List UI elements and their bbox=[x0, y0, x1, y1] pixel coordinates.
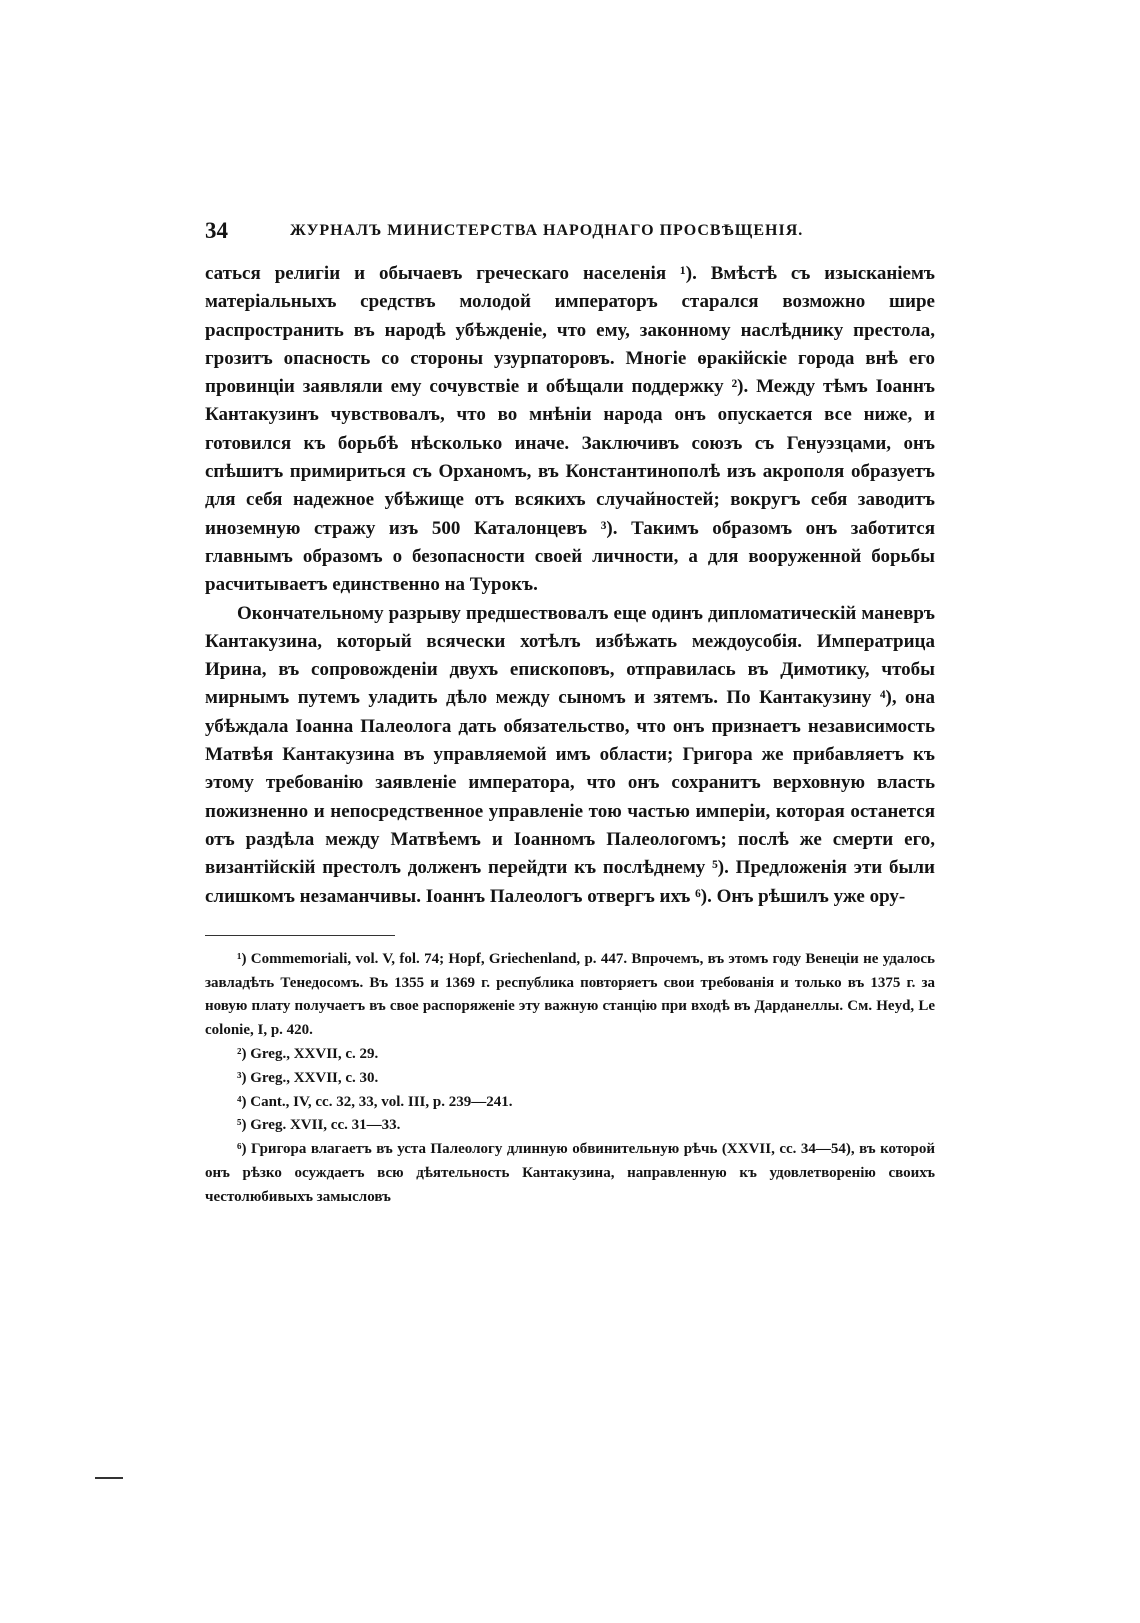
paragraph-1: саться религіи и обычаевъ греческаго населенія ¹). Вмѣстѣ съ изысканіемъ матеріальныхъ средствъ молодой императоръ старался возможно шире распространить въ народѣ убѣжденіе, что ему, законному наслѣднику престола, грозитъ опасность со стороны узурпаторовъ. Многіе ѳракійскіе города внѣ его провинціи заявляли ему сочувствіе и обѣщали поддержку ²). Между тѣмъ Іоаннъ Кантакузинъ чувствовалъ, что во мнѣніи народа онъ опускается все ниже, и готовился къ борьбѣ нѣсколько иначе. Заключивъ союзъ съ Генуэзцами, онъ спѣшитъ примириться съ Орханомъ, въ Константинополѣ изъ акрополя образуетъ для себя надежное убѣжище отъ всякихъ случайностей; вокругъ себя заводитъ иноземную стражу изъ 500 Каталонцевъ ³). Такимъ образомъ онъ заботится главнымъ образомъ о безопасности своей личности, а для вооруженной борьбы расчитываетъ единственно на Турокъ. bbox=[205, 263, 935, 596]
footnote-6: ⁶) Григора влагаетъ въ уста Палеологу длинную обвинительную рѣчь (XXVII, cc. 34—54), въ которой онъ рѣзко осуждаетъ всю дѣятельность Кантакузина, направленную къ удовлетворенію своихъ честолюбивыхъ замысловъ bbox=[205, 1141, 935, 1205]
journal-title: ЖУРНАЛЪ МИНИСТЕРСТВА НАРОДНАГО ПРОСВѢЩЕНІЯ. bbox=[290, 222, 804, 239]
running-head bbox=[205, 218, 935, 248]
paragraph-2: Окончательному разрыву предшествовалъ еще одинъ дипломатическій маневръ Кантакузина, который всячески хотѣлъ избѣжать междоусобія. Императрица Ирина, въ сопровожденіи двухъ епископовъ, отправилась въ Димотику, чтобы мирнымъ путемъ уладить дѣло между сыномъ и зятемъ. По Кантакузину ⁴), она убѣждала Іоанна Палеолога дать обязательство, что онъ признаетъ независимость Матвѣя Кантакузина въ управляемой имъ области; Григора же прибавляетъ къ этому требованію заявленіе императора, что онъ сохранитъ верховную власть пожизненно и непосредственное управленіе тою частью имперіи, которая останется отъ раздѣла между Матвѣемъ и Іоанномъ Палеологомъ; послѣ же смерти его, византійскій престолъ долженъ перейдти къ послѣднему ⁵). Предложенія эти были слишкомъ незаманчивы. Іоаннъ Палеологъ отвергъ ихъ ⁶). Онъ рѣшилъ уже ору- bbox=[205, 602, 935, 907]
footnote-rule bbox=[205, 935, 395, 936]
margin-mark bbox=[95, 1477, 123, 1479]
body-text bbox=[205, 260, 935, 911]
book-page bbox=[205, 218, 935, 1210]
footnote-1: ¹) Commemoriali, vol. V, fol. 74; Hopf, Griechenland, p. 447. Впрочемъ, въ этомъ году Венеціи не удалось завладѣть Тенедосомъ. Въ 1355 и 1369 г. республика повторяетъ свои требованія и только въ 1375 г. за новую плату получаетъ въ свое распоряженіе эту важную станцію при входѣ въ Дарданеллы. См. Heyd, Le colonie, I, p. 420. bbox=[205, 950, 935, 1039]
footnote-3: ³) Greg., XXVII, c. 30. bbox=[237, 1069, 379, 1086]
footnote-5: ⁵) Greg. XVII, cc. 31—33. bbox=[237, 1117, 401, 1134]
footnote-2: ²) Greg., XXVII, c. 29. bbox=[237, 1046, 379, 1063]
page-number: 34 bbox=[205, 218, 228, 243]
footnotes bbox=[205, 948, 935, 1210]
footnote-4: ⁴) Cant., IV, cc. 32, 33, vol. III, p. 239—241. bbox=[237, 1093, 513, 1110]
